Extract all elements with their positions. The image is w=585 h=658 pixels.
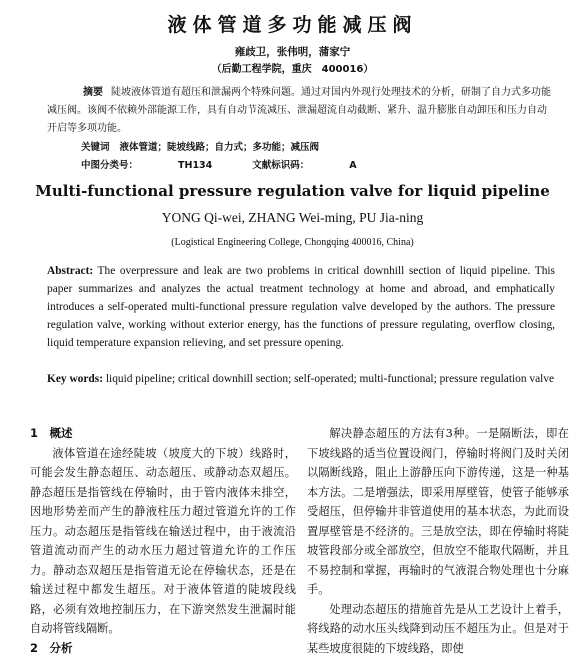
authors-chinese: 雍歧卫，张伟明，蒲家宁 — [234, 46, 351, 58]
abstract-text-english: The overpressure and leak are two problems in critical downhill section of liquid pipeline. This paper summarizes and analyzes the actual treatment technology at home and abroad, and emphatically introduces a self-operated multi-functional pressure regulation valve developed by the authors. The pressure regulation valve, working without exterior energy, has the functions of pressure regulating, overflow closing, liquid temperature expansion relieving, and set pressure opening. — [47, 265, 555, 349]
doc-code-field — [252, 160, 356, 171]
classification-line — [81, 157, 551, 171]
paragraph-overview: 液体管道在途经陡坡（坡度大的下坡）线路时，可能会发生静态超压、动态超压、或静动态双超压。静态超压是指管线在停输时，由于管内液体未排空，因地形势差而产生的静液柱压力超过管道允许的工作压力。动态超压是指管线在输送过程中，由于液流沿管道流动而产生的动水压力超过管道允许的工作压力。静动态双超压是指管道无论在停输状态，还是在输送过程中都发生超压。对于液体管道的陡坡段线路，必须有效地控制压力，在下游突然发生泄漏时能自动将管线隔断。 — [30, 446, 296, 635]
authors-english: YONG Qi-wei, ZHANG Wei-ming, PU Jia-ning — [161, 210, 424, 225]
keywords-text-chinese: 液体管道；陡坡线路；自力式；多功能；减压阀 — [119, 142, 320, 153]
abstract-label-english: Abstract: — [47, 265, 94, 277]
clc-label: 中图分类号： — [81, 160, 139, 171]
keywords-text-english: liquid pipeline; critical downhill section; self-operated; multi-functional; pressure regulation valve — [105, 373, 555, 385]
section-heading-analysis: 2 分析 — [30, 640, 73, 655]
paragraph-dynamic-overpressure: 处理动态超压的措施首先是从工艺设计上着手，将线路的动水压头线降到动压不超压为止。但是对于某些坡度很陡的下坡线路，即使 — [307, 602, 569, 655]
section-heading-overview: 1 概述 — [30, 426, 73, 440]
paper-title-chinese: 液体管道多功能减压阀 — [167, 14, 418, 36]
abstract-label-chinese: 摘要 — [83, 87, 103, 98]
keywords-label-chinese: 关键词 — [81, 142, 110, 153]
keywords-label-english: Key words: — [47, 373, 103, 385]
paper-title-english: Multi-functional pressure regulation valve for liquid pipeline — [35, 182, 550, 200]
abstract-english — [47, 262, 555, 352]
abstract-text-chinese: 陡坡液体管道有超压和泄漏两个特殊问题。通过对国内外现行处理技术的分析，研制了自力式多功能减压阀。该阀不依赖外部能源工作，具有自动节流减压、泄漏超流自动截断、紧升、温升膨胀自动卸压和压力自动开启等多项功能。 — [47, 87, 551, 134]
body-right-column — [307, 424, 569, 658]
doc-code-value: A — [349, 160, 357, 171]
keywords-english — [47, 370, 555, 388]
paragraph-static-overpressure: 解决静态超压的方法有3种。一是隔断法，即在下坡线路的适当位置设阀门，停输时将阀门及时关闭以隔断线路，阻止上游静压向下游传递，这是一种基本方法。二是增强法，即采用厚壁管，使管子能够承受超压，但停输井非管道使用的基本状态，为此而设置厚壁管是不经济的。三是放空法，即在停输时将陡坡管段部分或全部放空，但放空不能取代隔断，并且不易控制和掌握，再输时的气液混合物处理也十分麻手。 — [307, 427, 569, 596]
affiliation-chinese: （后勤工程学院，重庆 400016） — [211, 64, 374, 75]
doc-code-label: 文献标识码： — [252, 160, 310, 171]
keywords-chinese — [81, 139, 551, 153]
affiliation-english: (Logistical Engineering College, Chongqing 400016, China) — [171, 237, 414, 248]
clc-field — [81, 160, 212, 171]
abstract-chinese — [47, 84, 555, 138]
clc-value: TH134 — [178, 160, 213, 171]
body-left-column — [30, 424, 296, 658]
